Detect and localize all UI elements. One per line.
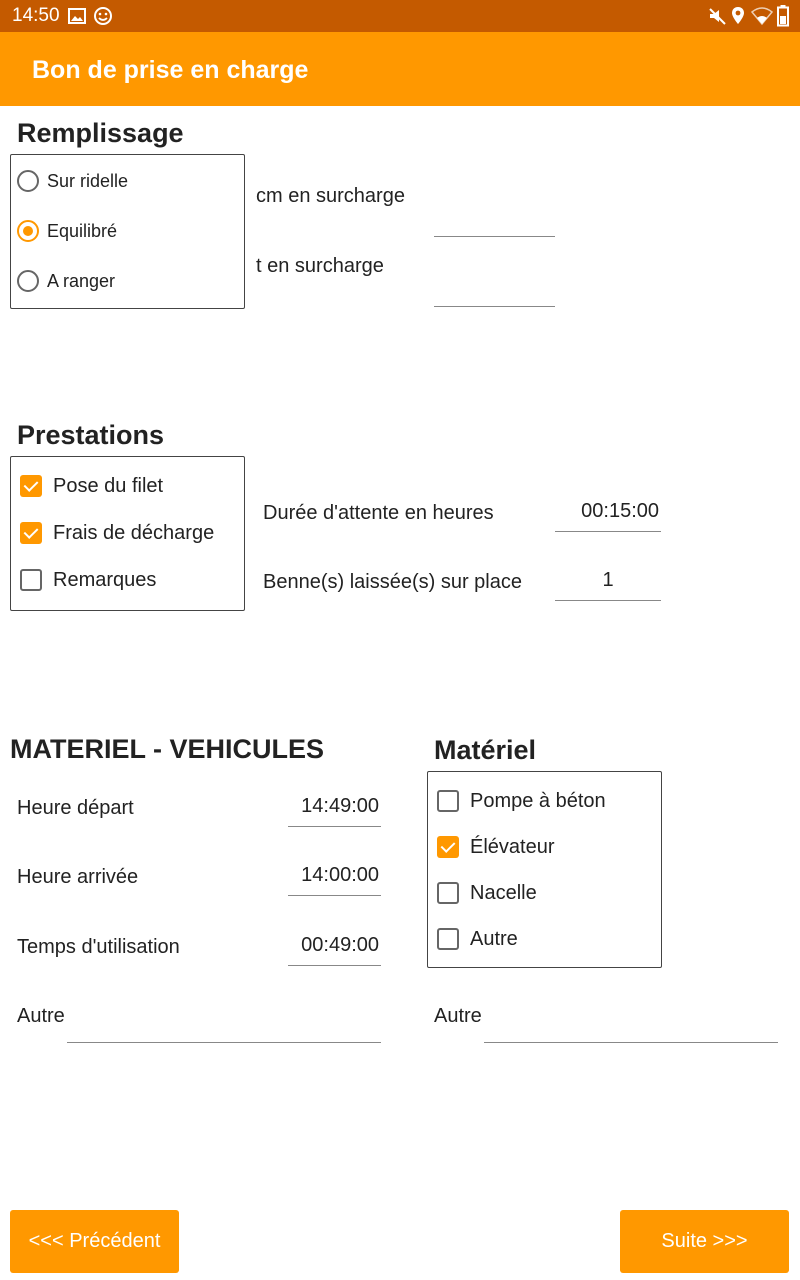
remplissage-title: Remplissage	[17, 118, 184, 148]
checkbox-checked[interactable]	[20, 475, 42, 497]
materiel-vehicules-title: MATERIEL - VEHICULES	[10, 734, 325, 764]
checkbox-nacelle[interactable]	[437, 882, 657, 906]
checkbox-pompe-a-beton[interactable]	[437, 790, 657, 814]
checkbox-label: Élévateur	[470, 836, 555, 858]
checkbox-label: Frais de décharge	[53, 522, 215, 544]
checkbox-frais-de-decharge[interactable]	[20, 522, 240, 546]
image-icon	[68, 8, 86, 24]
attente-label: Durée d'attente en heures	[263, 502, 494, 524]
surcharge-cm-input[interactable]	[434, 205, 555, 237]
heure-arrivee-input[interactable]: 14:00:00	[288, 864, 381, 896]
radio-label: Equilibré	[47, 221, 118, 241]
radio-label: Sur ridelle	[47, 171, 129, 191]
wifi-icon	[751, 6, 773, 26]
checkbox-autre[interactable]	[437, 928, 657, 952]
heure-depart-label: Heure départ	[17, 797, 134, 819]
materiel-autre-input[interactable]	[484, 1011, 778, 1043]
bennes-input[interactable]: 1	[555, 569, 661, 601]
checkbox-label: Pompe à béton	[470, 790, 606, 812]
checkbox-pose-du-filet[interactable]	[20, 475, 240, 499]
radio-button[interactable]	[17, 170, 39, 192]
surcharge-cm-label: cm en surcharge	[256, 185, 405, 207]
checkbox[interactable]	[437, 928, 459, 950]
temps-utilisation-label: Temps d'utilisation	[17, 936, 180, 958]
checkbox-label: Nacelle	[470, 882, 537, 904]
checkbox-label: Remarques	[53, 569, 157, 591]
materiel-autre-label: Autre	[434, 1005, 482, 1027]
surcharge-t-label: t en surcharge	[256, 255, 384, 277]
radio-button[interactable]	[17, 270, 39, 292]
checkbox[interactable]	[437, 790, 459, 812]
materiel-title: Matériel	[434, 735, 537, 765]
page-title: Bon de prise en charge	[32, 56, 309, 84]
checkbox-label: Pose du filet	[53, 475, 164, 497]
battery-icon	[777, 5, 789, 27]
radio-a-ranger[interactable]	[17, 270, 237, 294]
radio-label: A ranger	[47, 271, 116, 291]
checkbox-checked[interactable]	[20, 522, 42, 544]
heure-arrivee-label: Heure arrivée	[17, 866, 139, 888]
radio-equilibre[interactable]	[17, 220, 237, 244]
temps-utilisation-input[interactable]: 00:49:00	[288, 934, 381, 966]
location-icon	[731, 6, 745, 26]
heure-depart-input[interactable]: 14:49:00	[288, 795, 381, 827]
checkbox[interactable]	[20, 569, 42, 591]
next-button[interactable]: Suite >>>	[620, 1210, 789, 1273]
radio-sur-ridelle[interactable]	[17, 170, 237, 194]
attente-input[interactable]: 00:15:00	[555, 500, 661, 532]
checkbox[interactable]	[437, 882, 459, 904]
status-time: 14:50	[12, 5, 60, 26]
radio-button-selected[interactable]	[17, 220, 39, 242]
vehicules-autre-label: Autre	[17, 1005, 65, 1027]
checkbox-elevateur[interactable]	[437, 836, 657, 860]
checkbox-remarques[interactable]	[20, 569, 240, 593]
prestations-title: Prestations	[17, 420, 165, 450]
surcharge-t-input[interactable]	[434, 275, 555, 307]
checkbox-checked[interactable]	[437, 836, 459, 858]
vehicules-autre-input[interactable]	[67, 1011, 381, 1043]
checkbox-label: Autre	[470, 928, 518, 950]
bennes-label: Benne(s) laissée(s) sur place	[263, 571, 522, 593]
status-bar	[0, 0, 800, 32]
smiley-icon	[93, 6, 113, 26]
mute-icon	[708, 7, 726, 25]
previous-button[interactable]: <<< Précédent	[10, 1210, 179, 1273]
